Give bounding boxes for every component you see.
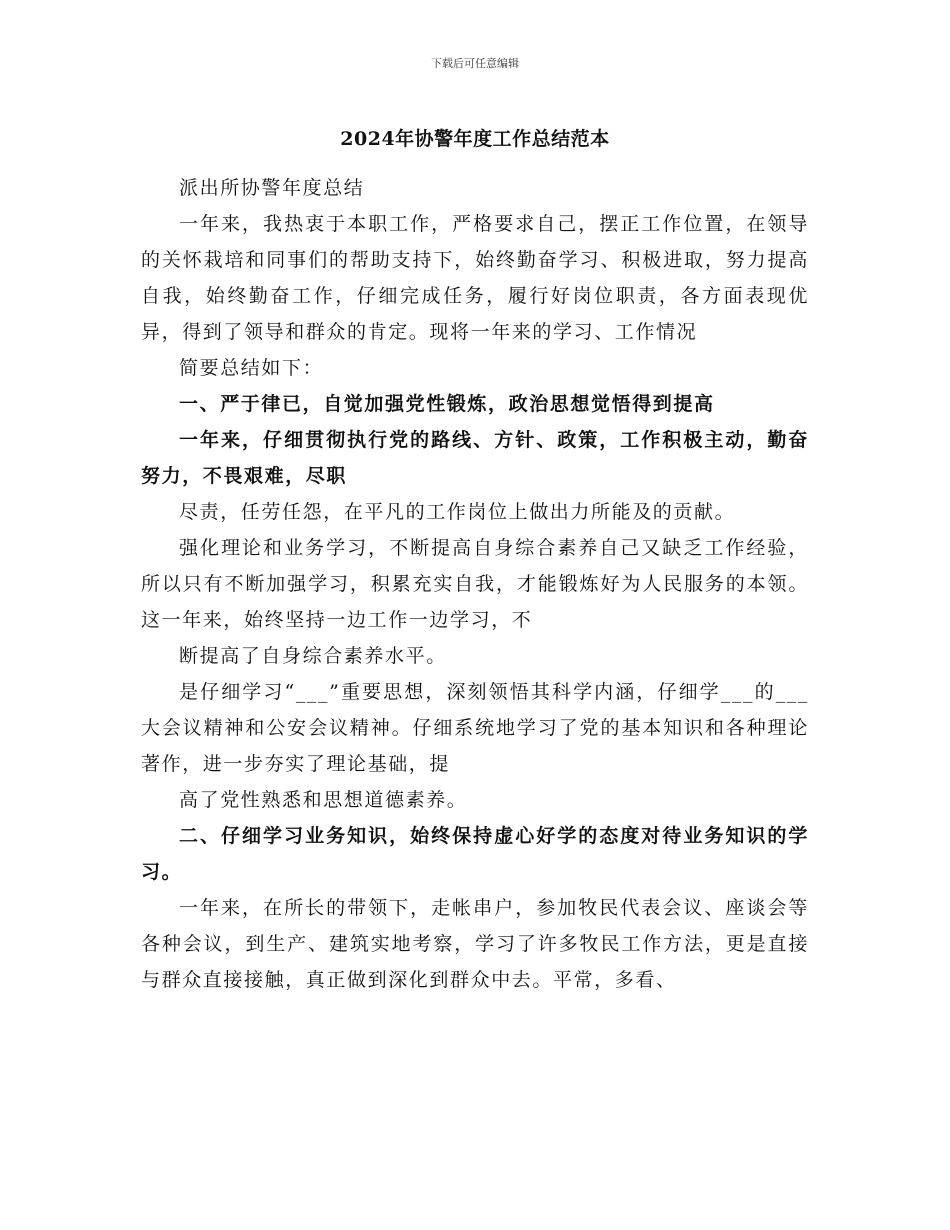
section-heading: 二、仔细学习业务知识，始终保持虚心好学的态度对待业务知识的学习。 bbox=[141, 825, 809, 883]
paragraph: 尽责，任劳任怨，在平凡的工作岗位上做出力所能及的贡献。 bbox=[179, 501, 736, 523]
paragraph: 一年来，仔细贯彻执行党的路线、方针、政策，工作积极主动，勤奋努力，不畏艰难，尽职 bbox=[141, 429, 809, 487]
document-body bbox=[141, 170, 809, 998]
document-title: 2024年协警年度工作总结范本 bbox=[340, 128, 610, 150]
paragraph: 派出所协警年度总结 bbox=[179, 177, 365, 199]
paragraph: 一年来，在所长的带领下，走帐串户，参加牧民代表会议、座谈会等各种会议，到生产、建筑实地考察，学习了许多牧民工作方法，更是直接与群众直接接触，真正做到深化到群众中去。平常，多看、 bbox=[141, 897, 809, 991]
paragraph: 强化理论和业务学习，不断提高自身综合素养自己又缺乏工作经验，所以只有不断加强学习，积累充实自我，才能锻炼好为人民服务的本领。这一年来，始终坚持一边工作一边学习，不 bbox=[141, 537, 809, 631]
section-heading: 一、严于律已，自觉加强党性锻炼，政治思想觉悟得到提高 bbox=[179, 393, 715, 415]
paragraph: 简要总结如下： bbox=[179, 357, 324, 379]
header-note: 下载后可任意编辑 bbox=[431, 57, 519, 70]
paragraph: 高了党性熟悉和思想道德素养。 bbox=[179, 789, 468, 811]
paragraph: 是仔细学习“___”重要思想，深刻领悟其科学内涵，仔细学___的___大会议精神和公安会议精神。仔细系统地学习了党的基本知识和各种理论著作，进一步夯实了理论基础，提 bbox=[141, 681, 809, 775]
paragraph: 断提高了自身综合素养水平。 bbox=[179, 645, 447, 667]
paragraph: 一年来，我热衷于本职工作，严格要求自己，摆正工作位置，在领导的关怀栽培和同事们的帮助支持下，始终勤奋学习、积极进取，努力提高自我，始终勤奋工作，仔细完成任务，履行好岗位职责，各方面表现优异，得到了领导和群众的肯定。现将一年来的学习、工作情况 bbox=[141, 213, 809, 343]
